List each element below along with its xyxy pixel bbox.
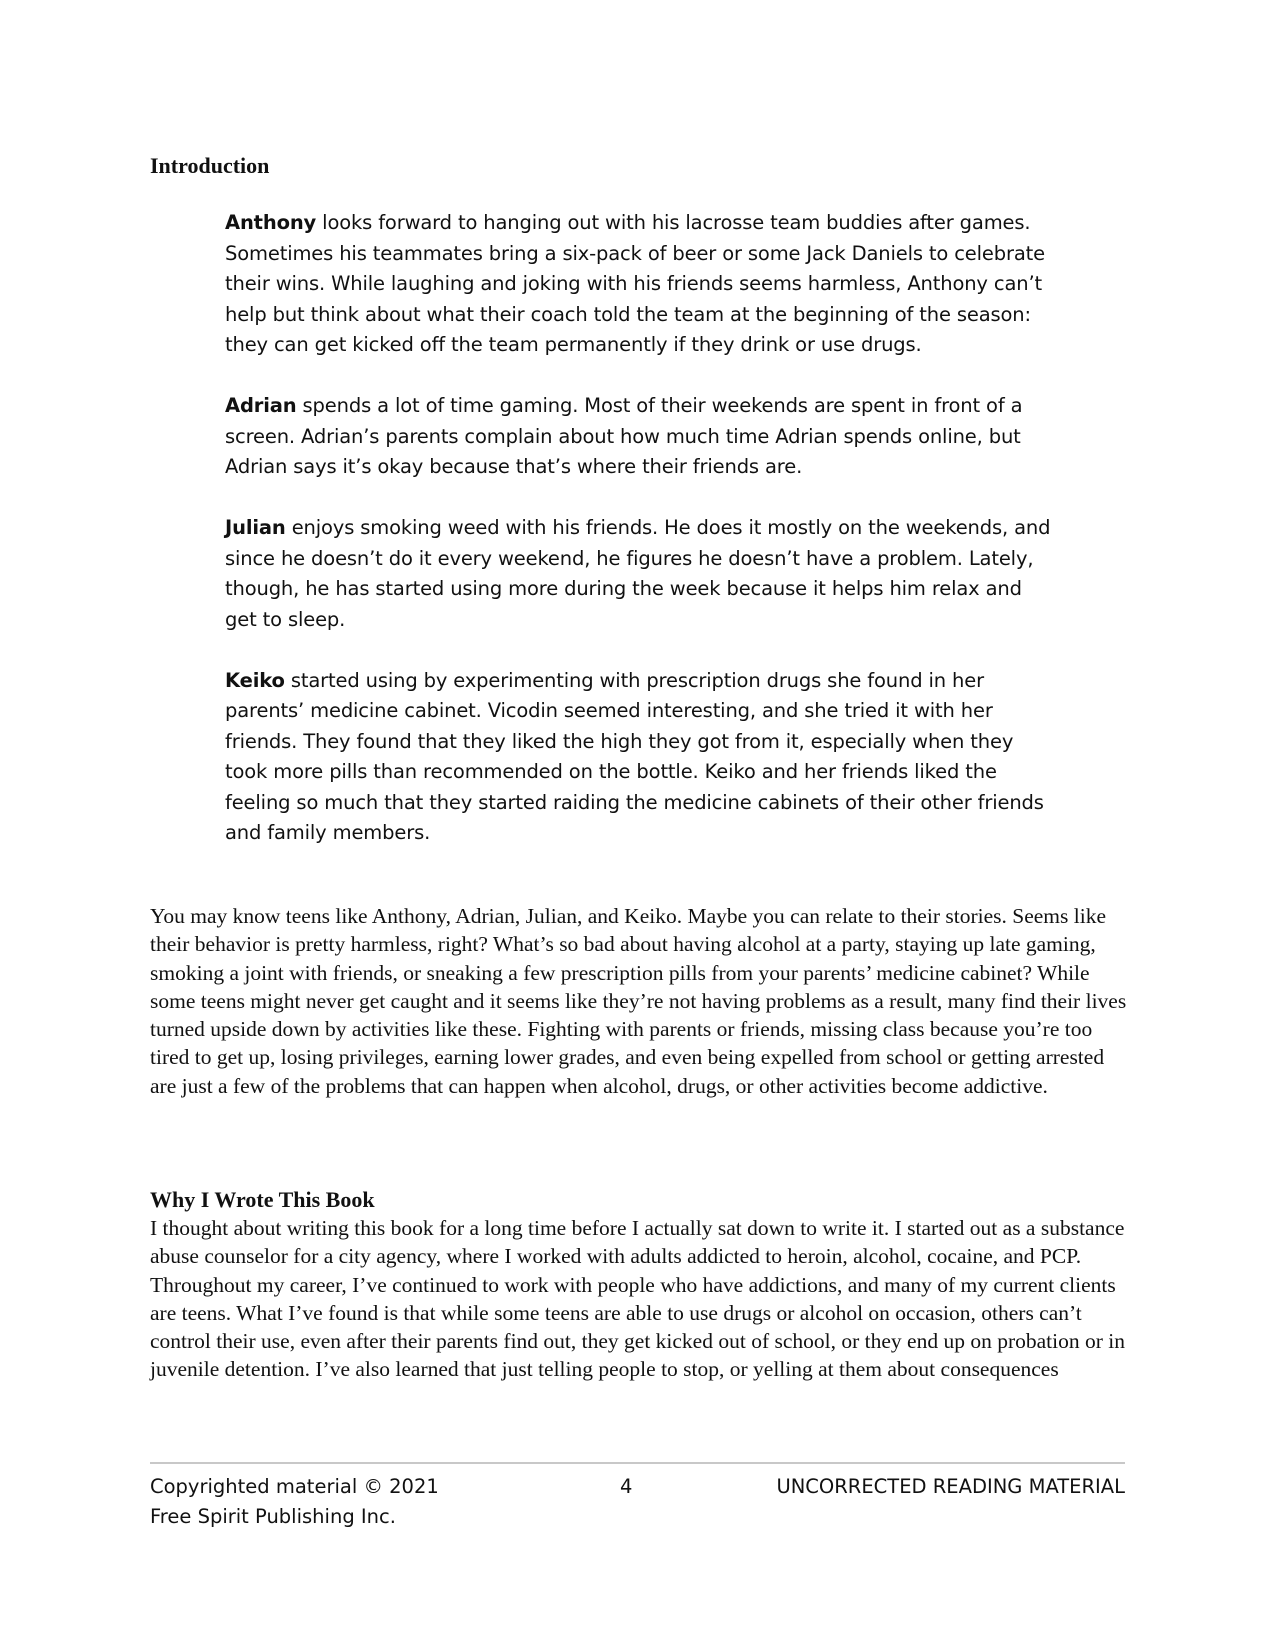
vignette-name: Keiko <box>225 668 285 692</box>
footer-notice: UNCORRECTED READING MATERIAL <box>776 1475 1125 1498</box>
vignette-text: enjoys smoking weed with his friends. He does it mostly on the weekends, and since he doesn’t do it every weekend, he figures he doesn’t have a problem. Lately, though, he has started using more during the week because it helps him relax and get to sleep. <box>225 516 1051 631</box>
section-title: Introduction <box>150 153 270 178</box>
vignette-name: Julian <box>225 516 286 539</box>
footer-copyright-block <box>150 1472 439 1532</box>
vignette-keiko <box>225 666 1055 849</box>
section-subheading: Why I Wrote This Book <box>150 1187 375 1212</box>
vignette-list <box>225 208 1055 879</box>
vignette-name: Anthony <box>225 211 317 234</box>
vignette-julian <box>225 513 1055 635</box>
page-number: 4 <box>620 1475 633 1498</box>
footer-publisher: Free Spirit Publishing Inc. <box>150 1505 396 1528</box>
vignette-name: Adrian <box>225 394 297 417</box>
body-paragraph-intro: You may know teens like Anthony, Adrian, Julian, and Keiko. Maybe you can relate to their stories. Seems like their behavior is pretty harmless, right? What’s so bad about having alcohol at a party, staying up late gaming, smoking a joint with friends, or sneaking a few prescription pills from your parents’ medicine cabinet? While some teens might never get caught and it seems like they’re not having problems as a result, many find their lives turned upside down by activities like these. Fighting with parents or friends, missing class because you’re too tired to get up, losing privileges, earning lower grades, and even being expelled from school or getting arrested are just a few of the problems that can happen when alcohol, drugs, or other activities become addictive. <box>150 904 1127 1098</box>
footer-divider <box>150 1462 1125 1464</box>
vignette-text: started using by experimenting with prescription drugs she found in her parents’ medicine cabinet. Vicodin seemed interesting, and she tried it with her friends. They found that they liked the high they got from it, especially when they took more pills than recommended on the bottle. Keiko and her friends liked the feeling so much that they started raiding the medicine cabinets of their other friends and family members. <box>225 668 1044 844</box>
vignette-text: looks forward to hanging out with his lacrosse team buddies after games. Sometimes his teammates bring a six-pack of beer or some Jack Daniels to celebrate their wins. While laughing and joking with his friends seems harmless, Anthony can’t help but think about what their coach told the team at the beginning of the season: they can get kicked off the team permanently if they drink or use drugs. <box>225 211 1046 356</box>
vignette-adrian <box>225 391 1055 483</box>
footer-copyright: Copyrighted material © 2021 <box>150 1475 439 1498</box>
vignette-text: spends a lot of time gaming. Most of their weekends are spent in front of a screen. Adrian’s parents complain about how much time Adrian spends online, but Adrian says it’s okay because that’s where their friends are. <box>225 394 1023 478</box>
vignette-anthony <box>225 208 1055 361</box>
body-paragraph-why: I thought about writing this book for a long time before I actually sat down to write it. I started out as a substance abuse counselor for a city agency, where I worked with adults addicted to heroin, alcohol, cocaine, and PCP. Throughout my career, I’ve continued to work with people who have addictions, and many of my current clients are teens. What I’ve found is that while some teens are able to use drugs or alcohol on occasion, others can’t control their use, even after their parents find out, they get kicked out of school, or they end up on probation or in juvenile detention. I’ve also learned that just telling people to stop, or yelling at them about consequences <box>150 1216 1125 1382</box>
